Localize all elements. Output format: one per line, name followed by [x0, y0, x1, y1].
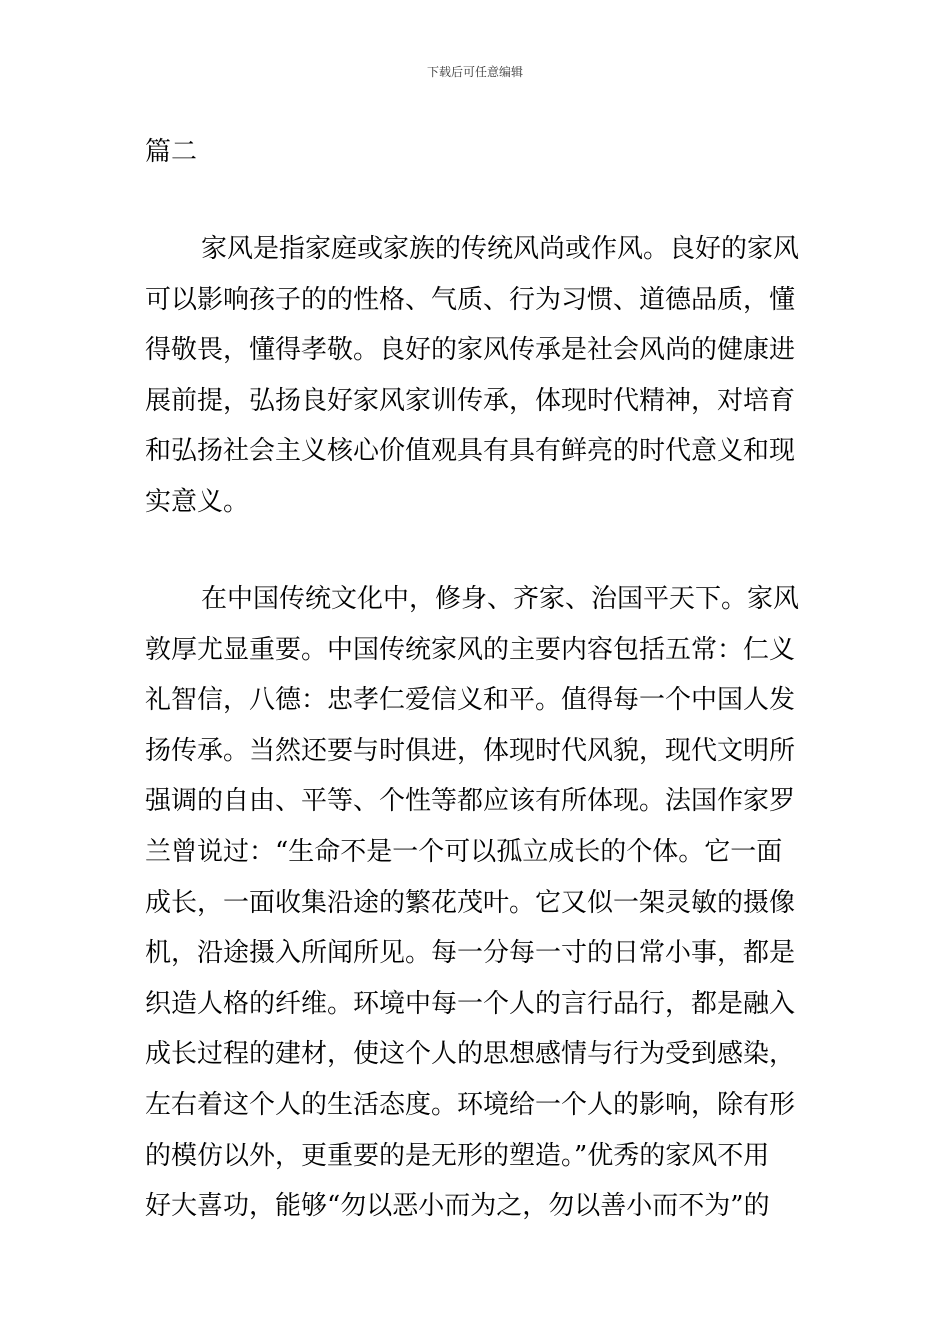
- paragraph-line: 强调的自由、平等、个性等都应该有所体现。法国作家罗: [145, 786, 796, 817]
- paragraph-line: 敦厚尤显重要。中国传统家风的主要内容包括五常：仁义: [145, 634, 796, 665]
- paragraph-line: 得敬畏，懂得孝敬。良好的家风传承是社会风尚的健康进: [145, 335, 796, 366]
- section-title: 篇二: [145, 137, 198, 167]
- paragraph-2: [145, 574, 809, 1232]
- paragraph-line: 的模仿以外，更重要的是无形的塑造。”优秀的家风不用: [145, 1140, 770, 1171]
- paragraph-line: 礼智信，八德：忠孝仁爱信义和平。值得每一个中国人发: [145, 685, 796, 716]
- paragraph-line: 实意义。: [145, 486, 250, 517]
- paragraph-line: 成长，一面收集沿途的繁花茂叶。它又似一架灵敏的摄像: [145, 887, 796, 918]
- paragraph-line: 可以影响孩子的的性格、气质、行为习惯、道德品质，懂: [145, 284, 796, 315]
- paragraph-line: 左右着这个人的生活态度。环境给一个人的影响，除有形: [145, 1089, 796, 1120]
- paragraph-1: [145, 224, 809, 528]
- paragraph-line: 织造人格的纤维。环境中每一个人的言行品行，都是融入: [145, 988, 796, 1019]
- header-text: 下载后可任意编辑: [426, 65, 523, 79]
- paragraph-line: 扬传承。当然还要与时俱进，体现时代风貌，现代文明所: [145, 735, 796, 766]
- paragraph-line: 和弘扬社会主义核心价值观具有具有鲜亮的时代意义和现: [145, 436, 796, 467]
- paragraph-line: 机，沿途摄入所闻所见。每一分每一寸的日常小事，都是: [145, 938, 796, 969]
- paragraph-line: 展前提，弘扬良好家风家训传承，体现时代精神，对培育: [145, 385, 796, 416]
- paragraph-line: 在中国传统文化中，修身、齐家、治国平天下。家风: [201, 584, 800, 614]
- paragraph-line: 成长过程的建材，使这个人的思想感情与行为受到感染，: [145, 1039, 796, 1070]
- page-header: [0, 64, 950, 80]
- paragraph-line: 好大喜功，能够“勿以恶小而为之，勿以善小而不为”的: [145, 1191, 770, 1222]
- paragraph-line: 兰曾说过：“生命不是一个可以孤立成长的个体。它一面: [145, 836, 783, 867]
- paragraph-line: 家风是指家庭或家族的传统风尚或作风。良好的家风: [201, 234, 800, 264]
